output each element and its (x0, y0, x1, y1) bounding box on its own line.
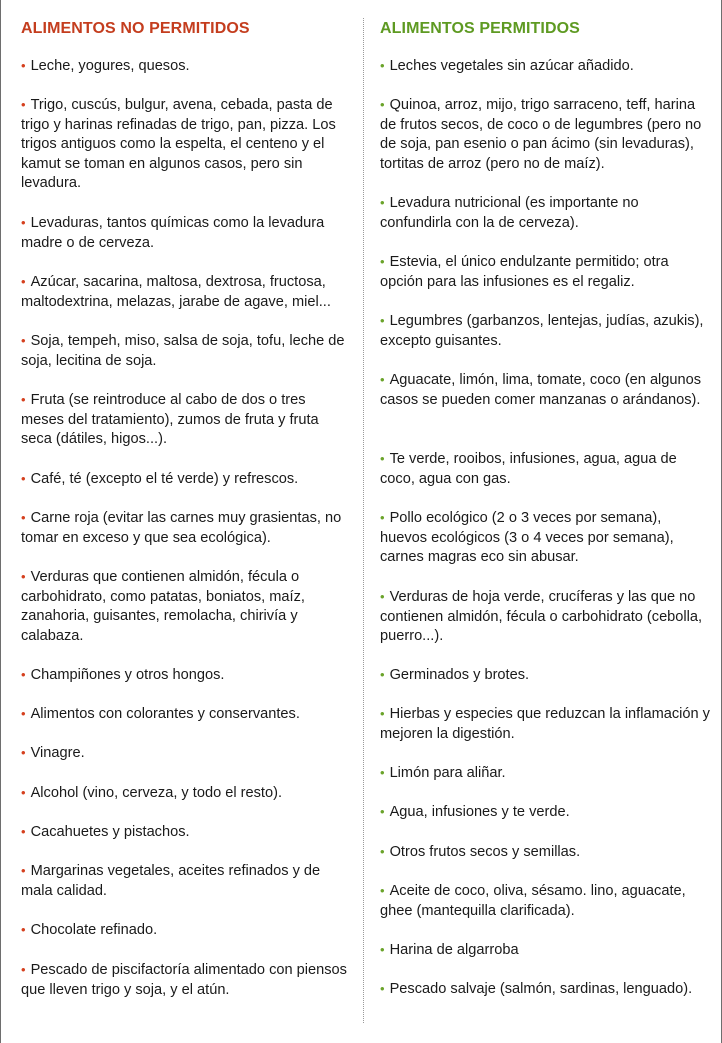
item-text: Estevia, el único endulzante permitido; otra opción para las infusiones es el regaliz. (380, 254, 669, 290)
bullet-icon: • (21, 922, 26, 937)
not-allowed-item (21, 95, 349, 194)
item-text: Aguacate, limón, lima, tomate, coco (en algunos casos se pueden comer manzanas o arándanos). (380, 372, 702, 408)
bullet-icon: • (21, 510, 26, 525)
bullet-icon: • (21, 962, 26, 977)
not-allowed-item (21, 56, 349, 77)
item-text: Leches vegetales sin azúcar añadido. (389, 58, 634, 74)
allowed-item (380, 881, 710, 921)
bullet-icon: • (380, 58, 385, 73)
not-allowed-item (21, 213, 349, 253)
not-allowed-item (21, 567, 349, 646)
bullet-icon: • (380, 254, 385, 269)
bullet-icon: • (21, 58, 26, 73)
item-text: Te verde, rooibos, infusiones, agua, agua de coco, agua con gas. (380, 451, 677, 487)
allowed-item (380, 311, 710, 351)
allowed-item (380, 587, 710, 647)
item-text: Leche, yogures, quesos. (30, 58, 190, 74)
not-allowed-item (21, 508, 349, 548)
not-allowed-heading: ALIMENTOS NO PERMITIDOS (21, 20, 250, 37)
bullet-icon: • (380, 883, 385, 898)
allowed-item (380, 56, 710, 77)
item-text: Vinagre. (30, 745, 85, 761)
allowed-item (380, 842, 710, 863)
bullet-icon: • (21, 706, 26, 721)
item-text: Legumbres (garbanzos, lentejas, judías, azukis), excepto guisantes. (380, 313, 704, 349)
allowed-item (380, 370, 710, 410)
item-text: Pescado de piscifactoría alimentado con piensos que lleven trigo y soja, y el atún. (21, 962, 347, 998)
bullet-icon: • (21, 863, 26, 878)
item-text: Alcohol (vino, cerveza, y todo el resto). (30, 785, 283, 801)
bullet-icon: • (380, 765, 385, 780)
bullet-icon: • (380, 510, 385, 525)
allowed-heading: ALIMENTOS PERMITIDOS (380, 20, 580, 37)
item-text: Chocolate refinado. (30, 922, 158, 938)
not-allowed-item (21, 960, 349, 1000)
not-allowed-item (21, 390, 349, 450)
allowed-item (380, 802, 710, 823)
bullet-icon: • (380, 451, 385, 466)
bullet-icon: • (21, 471, 26, 486)
item-text: Café, té (excepto el té verde) y refrescos. (30, 471, 299, 487)
item-text: Fruta (se reintroduce al cabo de dos o tres meses del tratamiento), zumos de fruta y fruta seca (dátiles, higos...). (21, 392, 319, 448)
allowed-item (380, 193, 710, 233)
allowed-item (380, 449, 710, 489)
item-text: Aceite de coco, oliva, sésamo. lino, aguacate, ghee (mantequilla clarificada). (380, 883, 686, 919)
bullet-icon: • (21, 785, 26, 800)
bullet-icon: • (21, 215, 26, 230)
item-text: Levaduras, tantos químicas como la levadura madre o de cerveza. (21, 215, 325, 251)
item-text: Verduras que contienen almidón, fécula o carbohidrato, como patatas, boniatos, maíz, zanahoria, guisantes, remolacha, chirivía y calabaza. (21, 569, 305, 644)
allowed-item (380, 940, 710, 961)
not-allowed-item (21, 272, 349, 312)
item-text: Alimentos con colorantes y conservantes. (30, 706, 300, 722)
item-text: Trigo, cuscús, bulgur, avena, cebada, pasta de trigo y harinas refinadas de trigo, pan, pizza. Los trigos antiguos como la espelta, el centeno y el kamut se toman en algunos casos, pero sin levadura. (21, 97, 336, 192)
bullet-icon: • (380, 942, 385, 957)
item-text: Margarinas vegetales, aceites refinados y de mala calidad. (21, 863, 321, 899)
item-text: Carne roja (evitar las carnes muy grasientas, no tomar en exceso y que sea ecológica). (21, 510, 342, 546)
not-allowed-item (21, 822, 349, 843)
bullet-icon: • (380, 313, 385, 328)
item-text: Hierbas y especies que reduzcan la inflamación y mejoren la digestión. (380, 706, 710, 742)
allowed-item (380, 763, 710, 784)
bullet-icon: • (380, 667, 385, 682)
not-allowed-item (21, 665, 349, 686)
allowed-item (380, 252, 710, 292)
bullet-icon: • (21, 745, 26, 760)
not-allowed-item (21, 331, 349, 371)
bullet-icon: • (21, 97, 26, 112)
bullet-icon: • (380, 195, 385, 210)
item-text: Cacahuetes y pistachos. (30, 824, 190, 840)
bullet-icon: • (380, 97, 385, 112)
item-text: Quinoa, arroz, mijo, trigo sarraceno, teff, harina de frutos secos, de coco o de legumbres (pero no de soja, pan esenio o pan ácimo (sin levaduras), tortitas de arroz (pero no de maíz). (380, 97, 702, 172)
column-divider (363, 18, 364, 1023)
bullet-icon: • (21, 667, 26, 682)
allowed-item (380, 95, 710, 174)
bullet-icon: • (380, 981, 385, 996)
item-text: Champiñones y otros hongos. (30, 667, 225, 683)
item-text: Levadura nutricional (es importante no confundirla con la de cerveza). (380, 195, 639, 231)
item-text: Harina de algarroba (389, 942, 519, 958)
bullet-icon: • (21, 824, 26, 839)
item-text: Agua, infusiones y te verde. (389, 804, 570, 820)
not-allowed-item (21, 743, 349, 764)
item-text: Verduras de hoja verde, crucíferas y las que no contienen almidón, fécula o carbohidrato (cebolla, puerro...). (380, 589, 703, 645)
allowed-item (380, 665, 710, 686)
bullet-icon: • (21, 274, 26, 289)
item-text: Pescado salvaje (salmón, sardinas, lenguado). (389, 981, 693, 997)
bullet-icon: • (380, 589, 385, 604)
not-allowed-item (21, 469, 349, 490)
bullet-icon: • (380, 372, 385, 387)
bullet-icon: • (380, 844, 385, 859)
item-text: Soja, tempeh, miso, salsa de soja, tofu, leche de soja, lecitina de soja. (21, 333, 345, 369)
item-text: Otros frutos secos y semillas. (389, 844, 581, 860)
not-allowed-item (21, 861, 349, 901)
not-allowed-item (21, 920, 349, 941)
item-text: Limón para aliñar. (389, 765, 506, 781)
bullet-icon: • (21, 569, 26, 584)
bullet-icon: • (21, 333, 26, 348)
item-text: Germinados y brotes. (389, 667, 530, 683)
bullet-icon: • (380, 706, 385, 721)
allowed-item (380, 979, 710, 1000)
bullet-icon: • (21, 392, 26, 407)
not-allowed-item (21, 783, 349, 804)
bullet-icon: • (380, 804, 385, 819)
item-text: Pollo ecológico (2 o 3 veces por semana), huevos ecológicos (3 o 4 veces por semana), carnes magras eco sin abusar. (380, 510, 674, 566)
allowed-item (380, 508, 710, 568)
not-allowed-item (21, 704, 349, 725)
allowed-item (380, 704, 710, 744)
item-text: Azúcar, sacarina, maltosa, dextrosa, fructosa, maltodextrina, melazas, jarabe de agave, miel... (21, 274, 331, 310)
